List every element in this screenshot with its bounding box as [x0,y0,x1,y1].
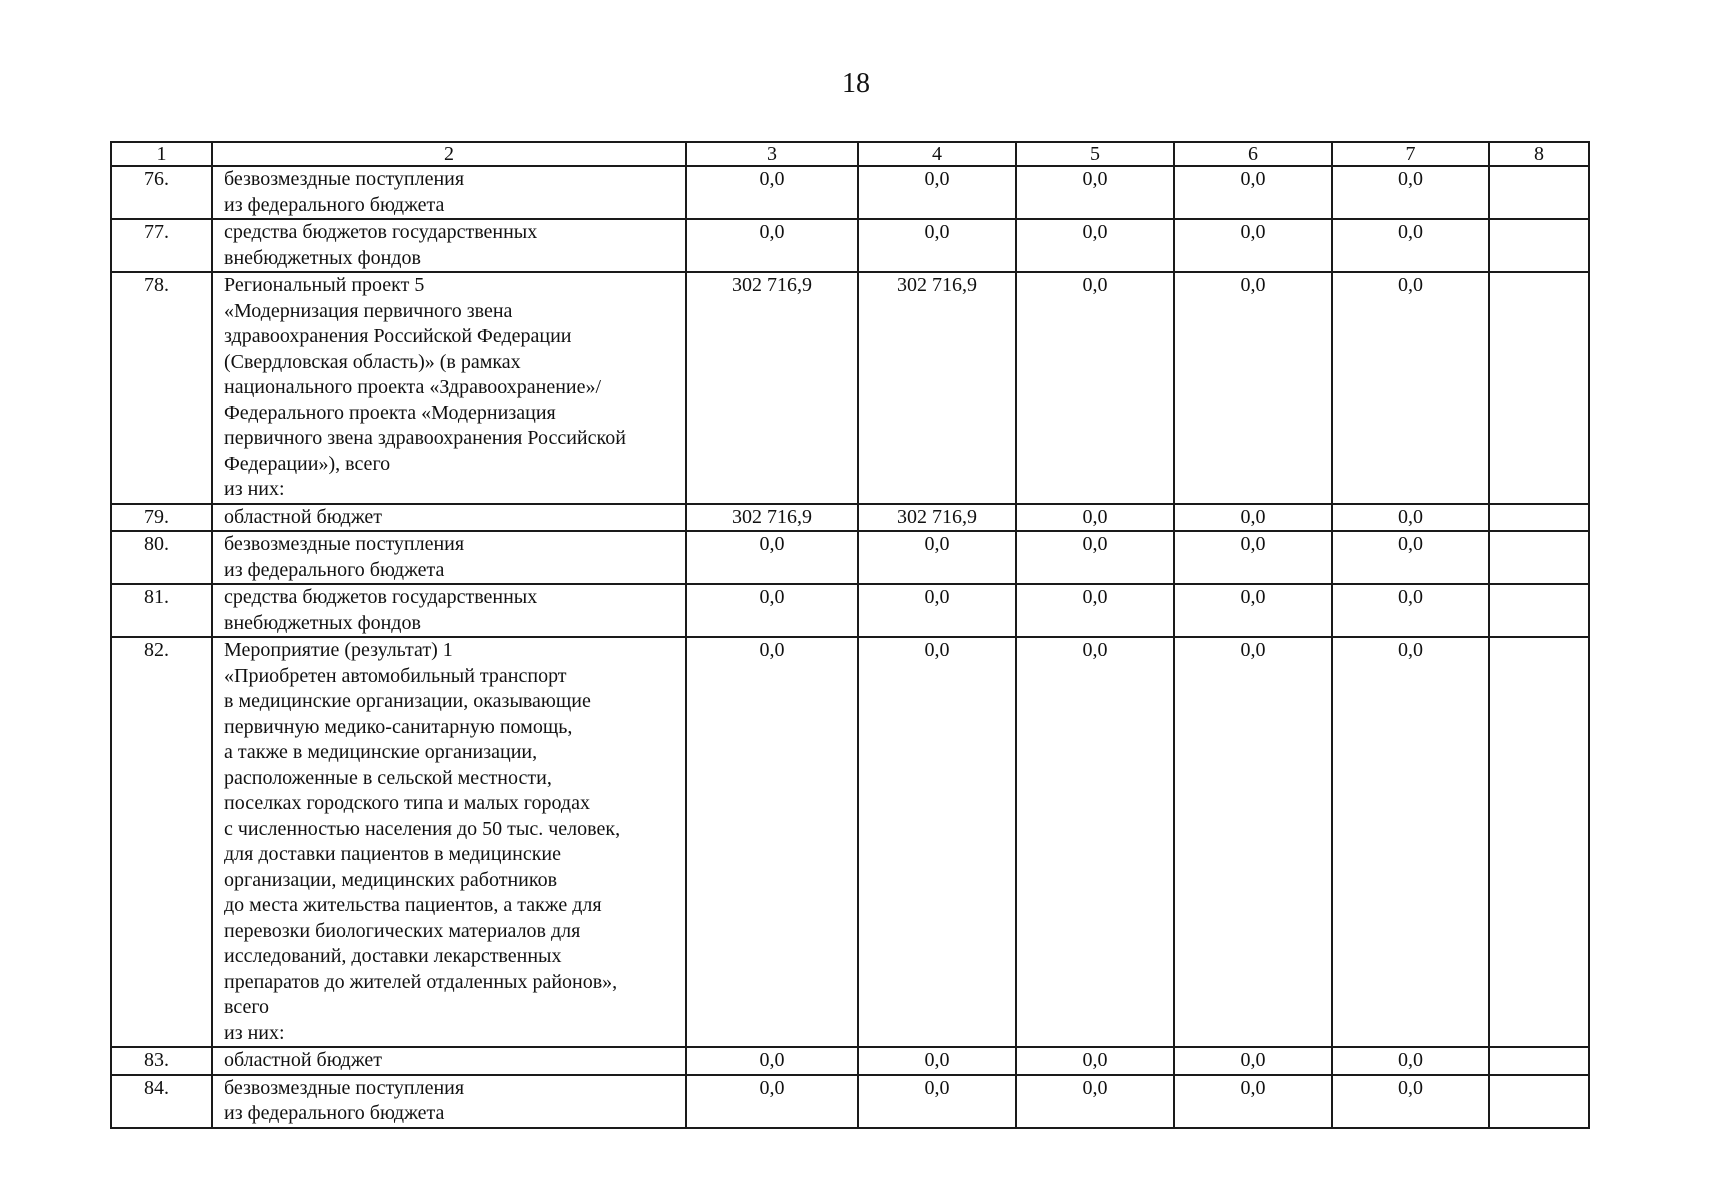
table-row [111,584,1589,637]
row-number: 76. [111,166,212,219]
table-row [111,272,1589,504]
value-col-5: 0,0 [1016,219,1174,272]
description-line: первичную медико-санитарную помощь, [224,715,573,738]
table-row [111,1047,1589,1075]
description-line: внебюджетных фондов [224,246,421,269]
budget-table [110,141,1590,1129]
description-line: из них: [224,1021,285,1044]
value-col-7: 0,0 [1332,637,1489,1047]
value-col-3: 302 716,9 [686,504,858,532]
table-row [111,531,1589,584]
value-col-4: 0,0 [858,1047,1016,1075]
value-col-8 [1489,637,1589,1047]
description-line: а также в медицинские организации, [224,741,538,763]
header-cell: 7 [1332,142,1489,166]
value-col-5: 0,0 [1016,504,1174,532]
value-col-4: 0,0 [858,637,1016,1047]
value-col-8 [1489,531,1589,584]
header-cell: 2 [212,142,686,166]
description-line: Региональный проект 5 [224,274,425,296]
value-col-4: 302 716,9 [858,504,1016,532]
value-col-4: 0,0 [858,531,1016,584]
description-line: безвозмездные поступления [224,533,465,555]
description-line: из федерального бюджета [224,1102,445,1124]
header-cell: 5 [1016,142,1174,166]
value-col-6: 0,0 [1174,1047,1332,1075]
value-col-6: 0,0 [1174,584,1332,637]
description-line: безвозмездные поступления [224,1076,465,1099]
value-col-8 [1489,1075,1589,1128]
description-line: препаратов до жителей отдаленных районов», [224,970,618,993]
value-col-7: 0,0 [1332,1047,1489,1075]
value-col-7: 0,0 [1332,504,1489,532]
description-line: здравоохранения Российской Федерации [224,325,572,347]
value-col-6: 0,0 [1174,504,1332,532]
header-cell: 8 [1489,142,1589,166]
description-line: Федерального проекта «Модернизация [224,401,556,424]
header-cell: 3 [686,142,858,166]
value-col-6: 0,0 [1174,1075,1332,1128]
value-col-7: 0,0 [1332,219,1489,272]
table-row [111,504,1589,532]
table-row [111,166,1589,219]
description-line: «Модернизация первичного звена [224,299,513,322]
value-col-4: 0,0 [858,219,1016,272]
description-line: с численностью населения до 50 тыс. человек, [224,817,621,840]
value-col-5: 0,0 [1016,637,1174,1047]
description-line: для доставки пациентов в медицинские [224,843,561,865]
description-line: (Свердловская область)» (в рамках [224,350,521,373]
row-description [212,531,686,584]
description-line: перевозки биологических материалов для [224,919,581,942]
row-description [212,166,686,219]
row-number: 80. [111,531,212,584]
value-col-7: 0,0 [1332,272,1489,504]
description-line: из федерального бюджета [224,193,445,216]
value-col-5: 0,0 [1016,272,1174,504]
description-line: областной бюджет [224,505,383,528]
description-line: национального проекта «Здравоохранение»/ [224,376,602,398]
value-col-5: 0,0 [1016,166,1174,219]
value-col-4: 0,0 [858,166,1016,219]
value-col-3: 0,0 [686,637,858,1047]
row-description [212,1075,686,1128]
value-col-3: 0,0 [686,1047,858,1075]
row-description [212,584,686,637]
page-number: 18 [842,68,870,99]
value-col-5: 0,0 [1016,1075,1174,1128]
value-col-6: 0,0 [1174,272,1332,504]
value-col-4: 0,0 [858,1075,1016,1128]
value-col-8 [1489,584,1589,637]
table-body [111,142,1589,1128]
table-row [111,219,1589,272]
value-col-5: 0,0 [1016,531,1174,584]
table-row [111,637,1589,1047]
value-col-8 [1489,504,1589,532]
value-col-6: 0,0 [1174,219,1332,272]
description-line: всего [224,996,270,1018]
row-description [212,504,686,532]
description-line: в медицинские организации, оказывающие [224,690,591,712]
row-number: 81. [111,584,212,637]
value-col-3: 302 716,9 [686,272,858,504]
description-line: организации, медицинских работников [224,868,558,891]
value-col-4: 302 716,9 [858,272,1016,504]
value-col-5: 0,0 [1016,1047,1174,1075]
value-col-3: 0,0 [686,1075,858,1128]
value-col-8 [1489,166,1589,219]
description-line: поселках городского типа и малых городах [224,792,590,814]
value-col-7: 0,0 [1332,531,1489,584]
value-col-6: 0,0 [1174,166,1332,219]
value-col-8 [1489,272,1589,504]
row-description [212,272,686,504]
description-line: средства бюджетов государственных [224,221,538,243]
description-line: до места жительства пациентов, а также для [224,894,602,916]
row-number: 84. [111,1075,212,1128]
value-col-3: 0,0 [686,166,858,219]
description-line: расположенные в сельской местности, [224,766,552,789]
description-line: «Приобретен автомобильный транспорт [224,664,567,687]
row-number: 77. [111,219,212,272]
header-cell: 4 [858,142,1016,166]
row-number: 79. [111,504,212,532]
value-col-8 [1489,1047,1589,1075]
description-line: Федерации»), всего [224,452,391,475]
description-line: из федерального бюджета [224,558,445,581]
value-col-7: 0,0 [1332,584,1489,637]
description-line: внебюджетных фондов [224,611,421,634]
value-col-3: 0,0 [686,584,858,637]
table-row [111,1075,1589,1128]
value-col-7: 0,0 [1332,1075,1489,1128]
value-col-5: 0,0 [1016,584,1174,637]
value-col-3: 0,0 [686,531,858,584]
value-col-4: 0,0 [858,584,1016,637]
header-cell: 1 [111,142,212,166]
value-col-6: 0,0 [1174,637,1332,1047]
description-line: исследований, доставки лекарственных [224,945,562,967]
description-line: средства бюджетов государственных [224,586,538,608]
description-line: областной бюджет [224,1049,383,1071]
row-description [212,219,686,272]
row-number: 83. [111,1047,212,1075]
value-col-8 [1489,219,1589,272]
description-line: безвозмездные поступления [224,168,465,190]
row-number: 82. [111,637,212,1047]
value-col-7: 0,0 [1332,166,1489,219]
description-line: первичного звена здравоохранения Российской [224,427,626,449]
value-col-6: 0,0 [1174,531,1332,584]
row-number: 78. [111,272,212,504]
value-col-3: 0,0 [686,219,858,272]
row-description [212,637,686,1047]
header-cell: 6 [1174,142,1332,166]
row-description [212,1047,686,1075]
header-row [111,142,1589,166]
description-line: из них: [224,478,285,500]
description-line: Мероприятие (результат) 1 [224,639,453,661]
